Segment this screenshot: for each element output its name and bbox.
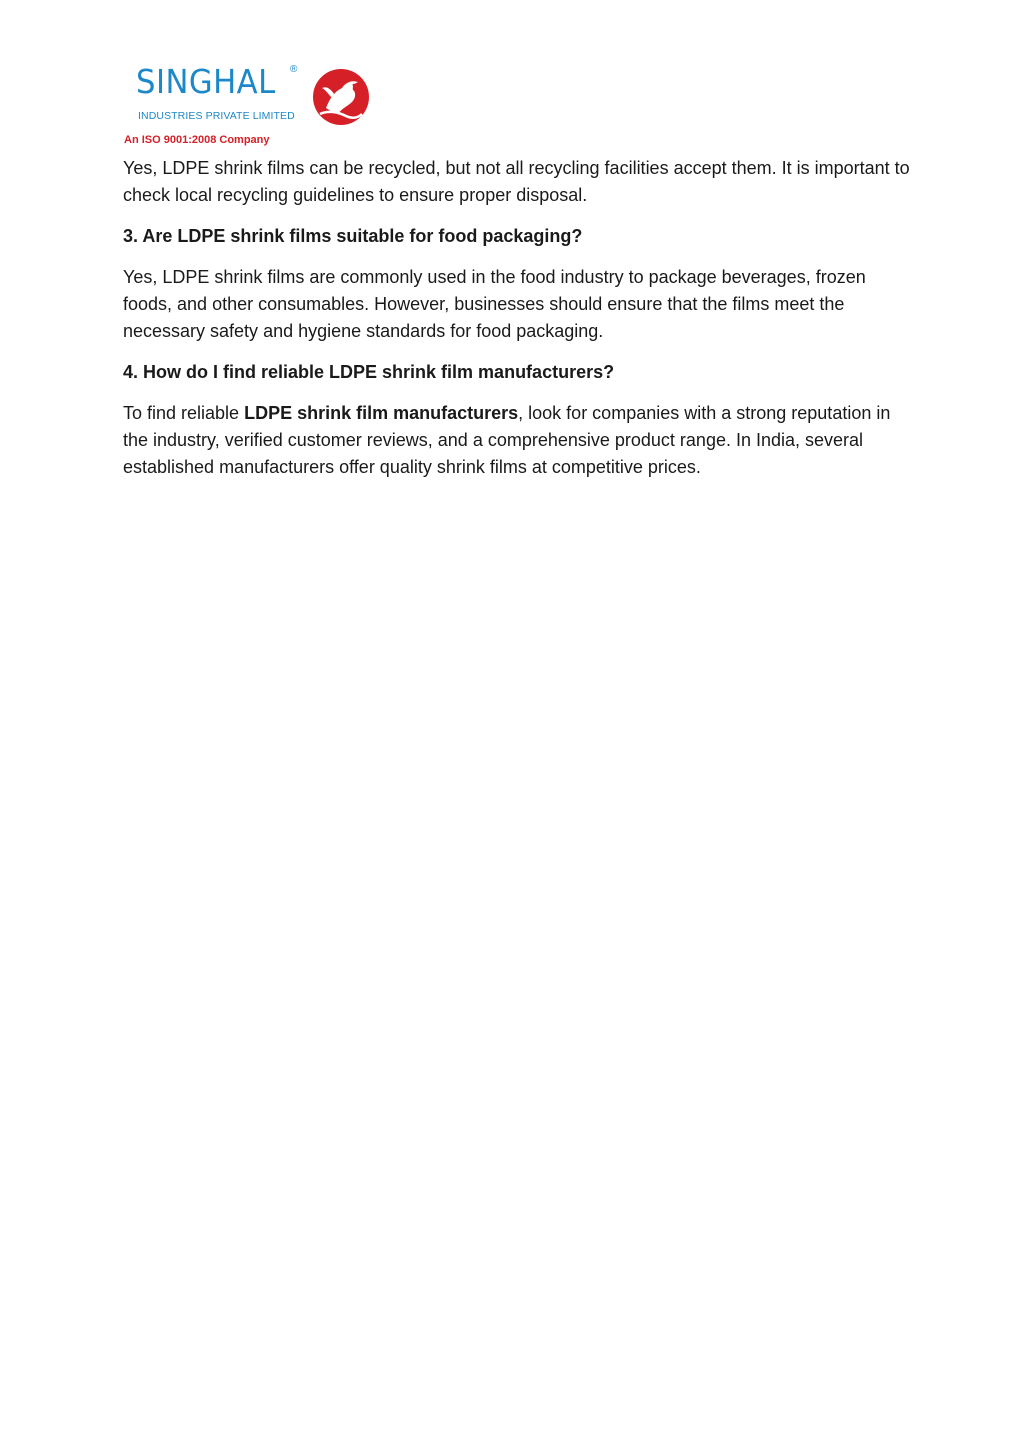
logo-wordmark: SINGHAL — [136, 62, 276, 101]
document-body — [123, 155, 913, 495]
answer-3-paragraph: Yes, LDPE shrink films are commonly used in the food industry to package beverages, frozen foods, and other consumables. However, businesses should ensure that the films meet the necessary safety and hygiene standards for food packaging. — [123, 267, 866, 341]
logo-subtitle: INDUSTRIES PRIVATE LIMITED — [138, 110, 295, 122]
recycling-answer-paragraph: Yes, LDPE shrink films can be recycled, but not all recycling facilities accept them. It is important to check local recycling guidelines to ensure proper disposal. — [123, 158, 910, 205]
question-3-heading: 3. Are LDPE shrink films suitable for food packaging? — [123, 226, 583, 246]
iso-certification: An ISO 9001:2008 Company — [124, 134, 270, 146]
question-4-heading: 4. How do I find reliable LDPE shrink film manufacturers? — [123, 362, 615, 382]
answer-4-paragraph — [123, 400, 913, 481]
registered-mark: ® — [290, 64, 298, 75]
company-logo — [124, 62, 372, 152]
answer-4-prefix: To find reliable — [123, 403, 245, 423]
pegasus-emblem-icon — [312, 68, 370, 126]
answer-4-keyword: LDPE shrink film manufacturers — [244, 403, 519, 423]
answer-4-suffix: , look for companies with a strong reputation in the industry, verified customer reviews, and a comprehensive product range. In India, several established manufacturers offer quality shrink films at competitive prices. — [123, 403, 891, 477]
